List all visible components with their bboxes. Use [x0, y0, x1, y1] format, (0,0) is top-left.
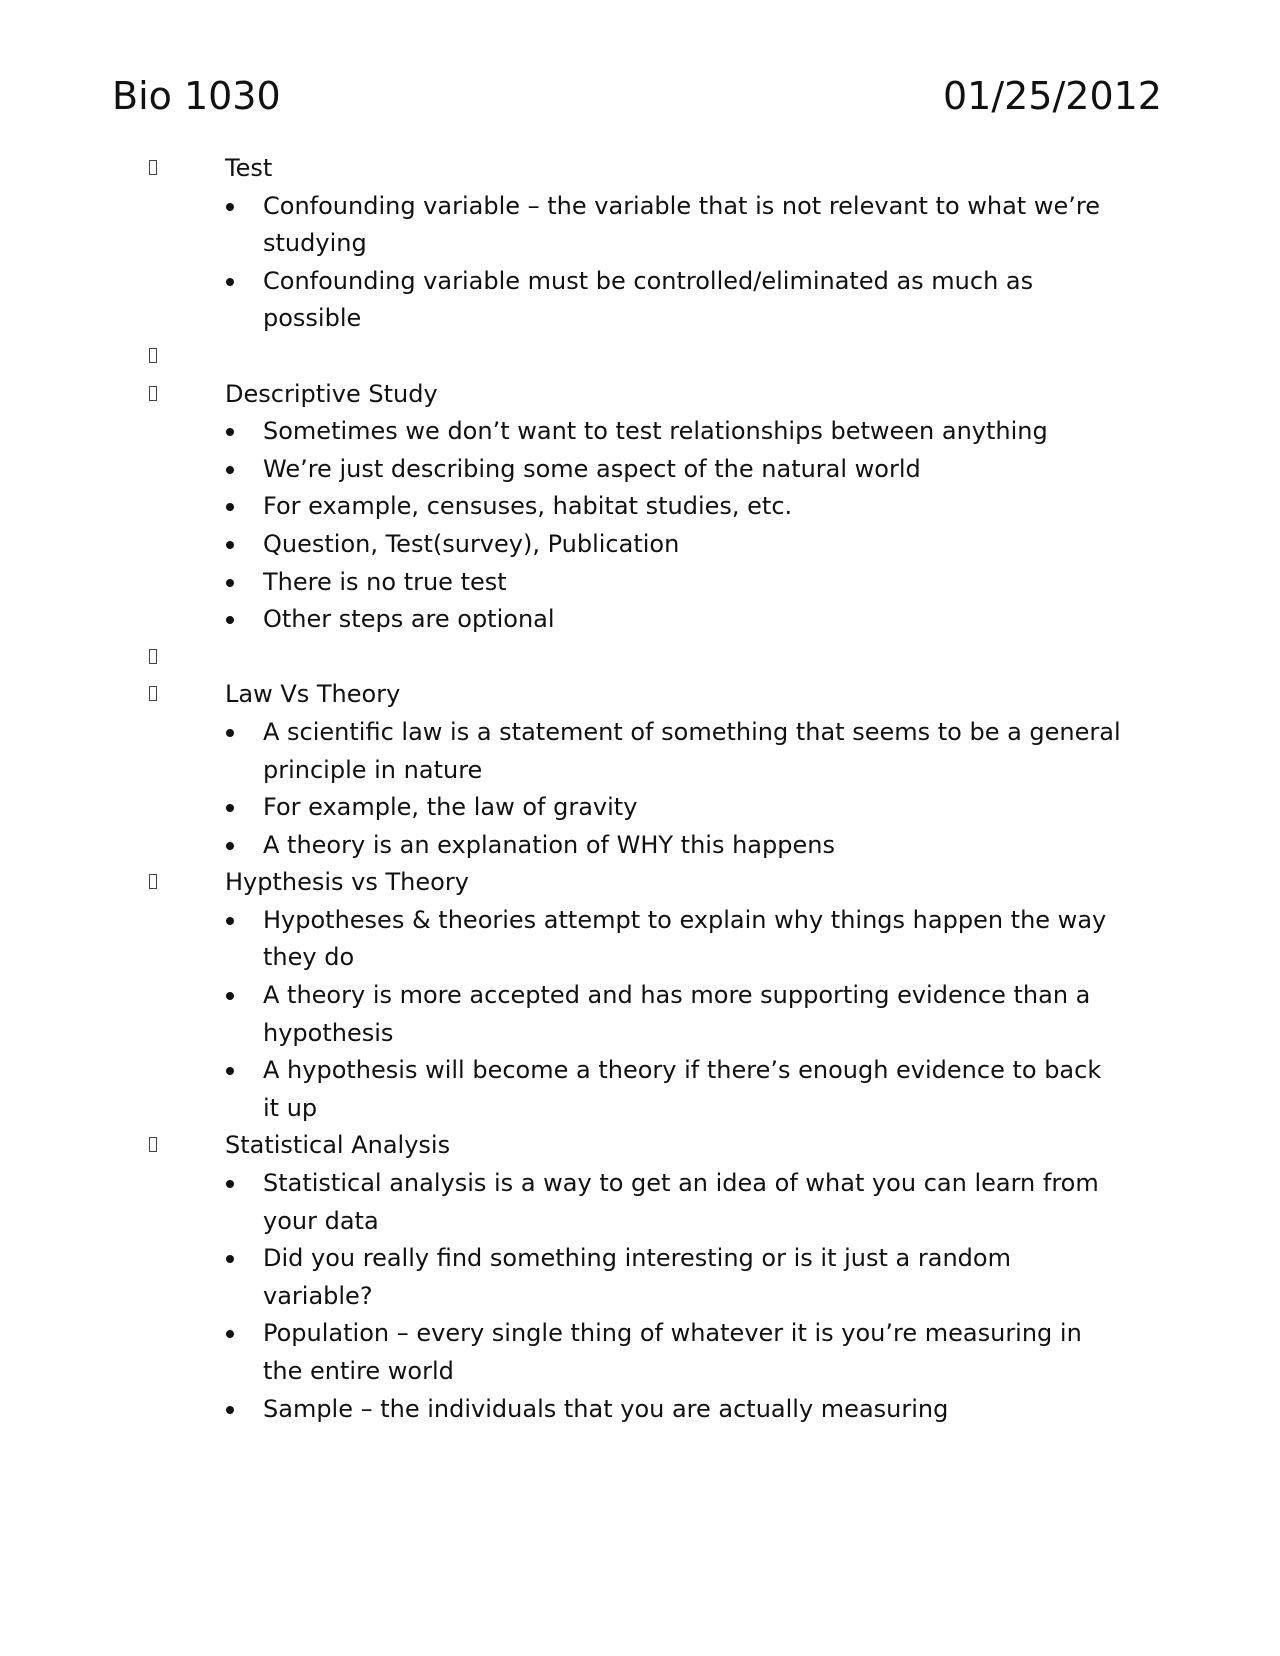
section-heading-row	[0, 338, 1280, 376]
section-heading-row	[0, 676, 1280, 714]
bullet-list	[0, 714, 1280, 864]
list-item	[263, 526, 1123, 564]
outline-section	[0, 1127, 1280, 1428]
bullet-list	[0, 188, 1280, 338]
bullet-dot-icon	[226, 1180, 234, 1188]
missing-glyph-bullet-icon	[149, 348, 157, 363]
list-item	[263, 714, 1123, 789]
bullet-dot-icon	[226, 503, 234, 511]
bullet-dot-icon	[226, 729, 234, 737]
missing-glyph-bullet-icon	[149, 160, 157, 175]
list-item-text: Sometimes we don’t want to test relationships between anything	[263, 417, 1048, 446]
list-item	[263, 413, 1123, 451]
list-item-text: Confounding variable – the variable that is not relevant to what we’re studying	[263, 191, 1100, 258]
bullet-dot-icon	[226, 466, 234, 474]
outline-section	[0, 676, 1280, 864]
bullet-dot-icon	[226, 1067, 234, 1075]
outline-blank-line	[0, 338, 1280, 376]
bullet-dot-icon	[226, 1406, 234, 1414]
missing-glyph-bullet-icon	[149, 874, 157, 889]
section-heading-row	[0, 639, 1280, 677]
list-item-text: A theory is more accepted and has more supporting evidence than a hypothesis	[263, 981, 1091, 1047]
list-item	[263, 827, 1123, 865]
list-item	[263, 1391, 1123, 1429]
list-item	[263, 488, 1123, 526]
list-item-text: Question, Test(survey), Publication	[263, 529, 680, 558]
page-header	[112, 72, 1162, 120]
section-heading-row	[0, 150, 1280, 188]
list-item-text: For example, censuses, habitat studies, etc.	[263, 492, 793, 521]
outline-section	[0, 376, 1280, 639]
list-item-text: A scientific law is a statement of something that seems to be a general principle in nature	[263, 717, 1121, 784]
outline-section	[0, 150, 1280, 338]
list-item	[263, 977, 1123, 1052]
list-item	[263, 1240, 1123, 1315]
list-item	[263, 789, 1123, 827]
list-item-text: Did you really find something interesting or is it just a random variable?	[263, 1244, 1011, 1310]
list-item	[263, 601, 1123, 639]
section-title: Hypthesis vs Theory	[225, 868, 469, 897]
bullet-dot-icon	[226, 541, 234, 549]
missing-glyph-bullet-icon	[149, 1137, 157, 1152]
list-item-text: There is no true test	[263, 567, 507, 596]
bullet-dot-icon	[226, 992, 234, 1000]
list-item-text: Population – every single thing of whatever it is you’re measuring in the entire world	[263, 1319, 1082, 1385]
bullet-list	[0, 1165, 1280, 1428]
missing-glyph-bullet-icon	[149, 649, 157, 664]
missing-glyph-bullet-icon	[149, 686, 157, 701]
missing-glyph-bullet-icon	[149, 386, 157, 401]
section-heading-row	[0, 864, 1280, 902]
course-title: Bio 1030	[112, 74, 281, 118]
list-item	[263, 1315, 1123, 1390]
bullet-dot-icon	[226, 579, 234, 587]
list-item-text: Confounding variable must be controlled/eliminated as much as possible	[263, 266, 1034, 333]
bullet-dot-icon	[226, 428, 234, 436]
outline-blank-line	[0, 639, 1280, 677]
list-item	[263, 902, 1123, 977]
bullet-dot-icon	[226, 203, 234, 211]
list-item	[263, 451, 1123, 489]
bullet-list	[0, 413, 1280, 639]
lecture-date: 01/25/2012	[942, 74, 1162, 118]
list-item-text: Statistical analysis is a way to get an idea of what you can learn from your data	[263, 1169, 1099, 1235]
list-item-text: For example, the law of gravity	[263, 793, 638, 822]
bullet-dot-icon	[226, 842, 234, 850]
bullet-dot-icon	[226, 1255, 234, 1263]
section-heading-row	[0, 1127, 1280, 1165]
bullet-dot-icon	[226, 1330, 234, 1338]
list-item-text: Sample – the individuals that you are actually measuring	[263, 1394, 949, 1423]
section-title: Statistical Analysis	[225, 1131, 451, 1160]
bullet-list	[0, 902, 1280, 1128]
list-item-text: A hypothesis will become a theory if there’s enough evidence to back it up	[263, 1056, 1102, 1122]
list-item	[263, 263, 1123, 338]
bullet-dot-icon	[226, 917, 234, 925]
list-item-text: Other steps are optional	[263, 605, 555, 634]
section-title: Law Vs Theory	[225, 680, 401, 709]
bullet-dot-icon	[226, 616, 234, 624]
bullet-dot-icon	[226, 278, 234, 286]
list-item-text: Hypotheses & theories attempt to explain why things happen the way they do	[263, 905, 1107, 972]
list-item	[263, 564, 1123, 602]
outline-section	[0, 864, 1280, 1127]
section-title: Descriptive Study	[225, 379, 438, 408]
bullet-dot-icon	[226, 804, 234, 812]
list-item	[263, 1165, 1123, 1240]
list-item	[263, 188, 1123, 263]
notes-body	[0, 150, 1280, 1428]
list-item	[263, 1052, 1123, 1127]
section-heading-row	[0, 376, 1280, 414]
list-item-text: We’re just describing some aspect of the natural world	[263, 454, 921, 483]
list-item-text: A theory is an explanation of WHY this happens	[263, 830, 835, 859]
section-title: Test	[225, 154, 273, 182]
